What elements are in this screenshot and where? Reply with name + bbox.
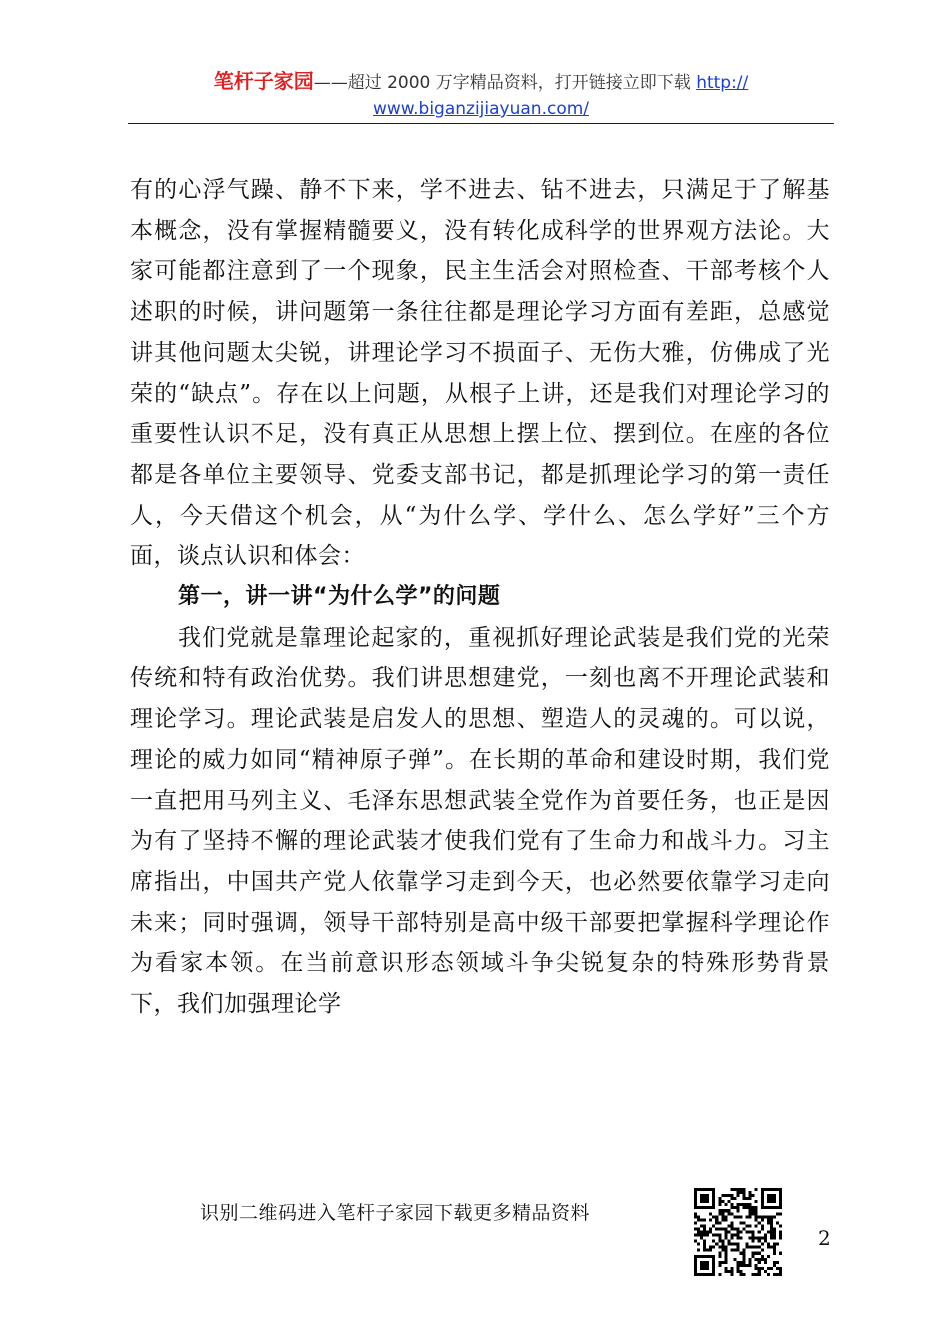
page-number: 2 [818,1226,831,1250]
brand-name: 笔杆子家园 [213,69,314,93]
header-link-part2[interactable]: www.biganzijiayuan.com/ [372,99,590,119]
body-paragraph-2: 我们党就是靠理论起家的，重视抓好理论武装是我们党的光荣传统和特有政治优势。我们讲思想建党，一刻也离不开理论武装和理论学习。理论武装是启发人的思想、塑造人的灵魂的。可以说，理论的威力如同“精神原子弹”。在长期的革命和建设时期，我们党一直把用马列主义、毛泽东思想武装全党作为首要任务，也正是因为有了坚持不懈的理论武装才使我们党有了生命力和战斗力。习主席指出，中国共产党人依靠学习走到今天，也必然要依靠学习走向未来；同时强调，领导干部特别是高中级干部要把掌握科学理论作为看家本领。在当前意识形态领域斗争尖锐复杂的特殊形势背景下，我们加强理论学 [130,624,830,1018]
document-body [130,170,830,1025]
header-divider [128,123,834,124]
section-heading: 第一，讲一讲“为什么学”的问题 [178,584,501,610]
footer-promo-text: 识别二维码进入笔杆子家园下载更多精品资料 [200,1202,591,1224]
qr-code-icon[interactable] [694,1188,782,1276]
body-paragraph-1: 有的心浮气躁、静不下来，学不进去、钻不进去，只满足于了解基本概念，没有掌握精髓要义，没有转化成科学的世界观方法论。大家可能都注意到了一个现象，民主生活会对照检查、干部考核个人述职的时候，讲问题第一条往往都是理论学习方面有差距，总感觉讲其他问题太尖锐，讲理论学习不损面子、无伤大雅，仿佛成了光荣的“缺点”。存在以上问题，从根子上讲，还是我们对理论学习的重要性认识不足，没有真正从思想上摆上位、摆到位。在座的各位都是各单位主要领导、党委支部书记，都是抓理论学习的第一责任人，今天借这个机会，从“为什么学、学什么、怎么学好”三个方面，谈点认识和体会： [130,177,830,570]
header-link-part1[interactable]: http:// [696,73,749,93]
header-tagline: ——超过 2000 万字精品资料，打开链接立即下载 [313,73,697,93]
page-header [128,68,834,122]
